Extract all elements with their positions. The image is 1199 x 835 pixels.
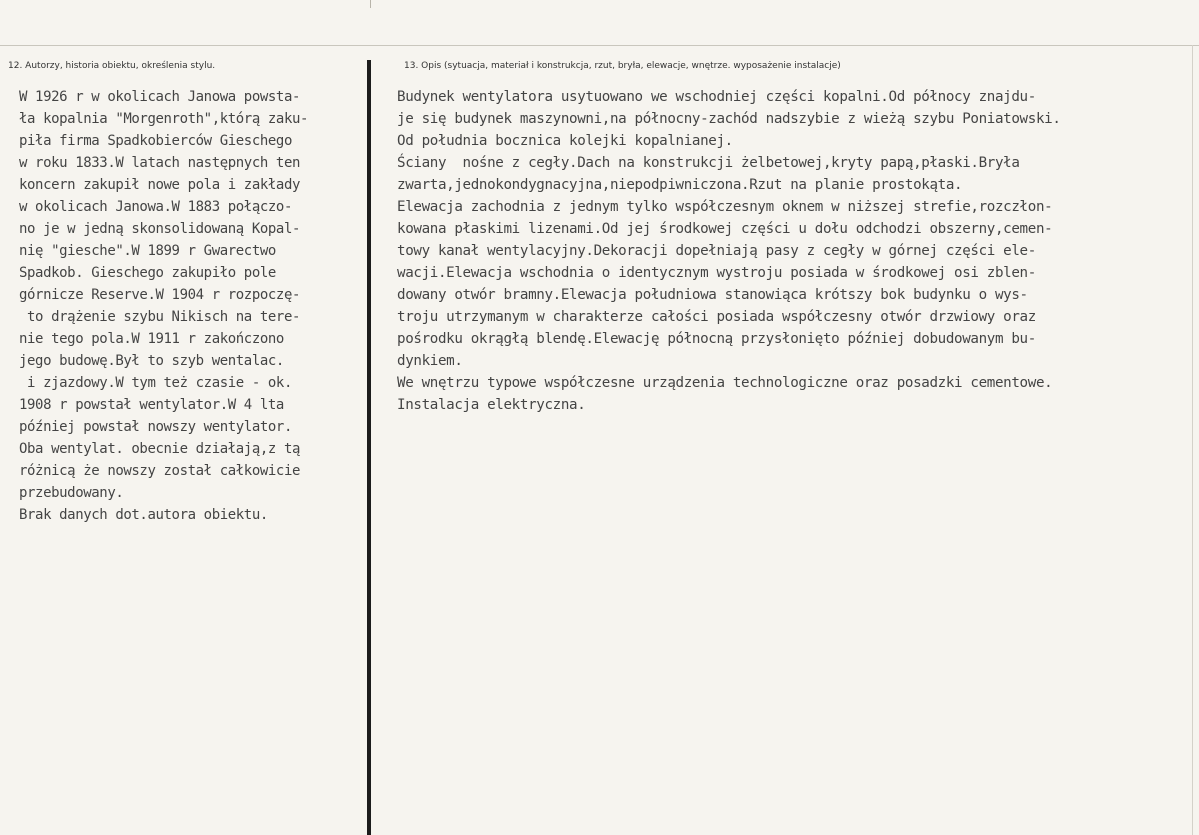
typed-line: w roku 1833.W latach następnych ten — [19, 155, 301, 171]
typed-line: piła firma Spadkobierców Gieschego — [19, 133, 292, 149]
typed-line: to drążenie szybu Nikisch na tere- — [19, 309, 301, 325]
typed-line: pośrodku okrągłą blendę.Elewację północną przysłonięto później dobudowanym bu- — [397, 331, 1036, 347]
typed-line: je się budynek maszynowni,na północny-zachód nadszybie z wieżą szybu Poniatowski. — [397, 111, 1061, 127]
typed-line: towy kanał wentylacyjny.Dekoracji dopełniają pasy z cegły w górnej części ele- — [397, 243, 1036, 259]
top-tick-mark — [370, 0, 371, 8]
top-rule — [0, 45, 1199, 46]
typed-line: Od południa bocznica kolejki kopalnianej. — [397, 133, 733, 149]
typed-line: troju utrzymanym w charakterze całości posiada współczesny otwór drzwiowy oraz — [397, 309, 1036, 325]
section-13-text — [397, 86, 1192, 416]
typed-line: jego budowę.Był to szyb wentalac. — [19, 353, 284, 369]
typed-line: 1908 r powstał wentylator.W 4 lta — [19, 397, 284, 413]
typed-line: nie tego pola.W 1911 r zakończono — [19, 331, 284, 347]
typed-line: dowany otwór bramny.Elewacja południowa stanowiąca krótszy bok budynku o wys- — [397, 287, 1028, 303]
right-rule — [1192, 45, 1193, 835]
typed-line: Budynek wentylatora usytuowano we wschodniej części kopalni.Od północy znajdu- — [397, 89, 1036, 105]
typed-line: Instalacja elektryczna. — [397, 397, 586, 413]
typed-line: We wnętrzu typowe współczesne urządzenia technologiczne oraz posadzki cementowe. — [397, 375, 1053, 391]
typed-line: później powstał nowszy wentylator. — [19, 419, 292, 435]
typed-line: Ściany nośne z cegły.Dach na konstrukcji żelbetowej,kryty papą,płaski.Bryła — [397, 155, 1020, 171]
typed-line: w okolicach Janowa.W 1883 połączo- — [19, 199, 292, 215]
typed-line: Brak danych dot.autora obiektu. — [19, 507, 268, 523]
typed-line: W 1926 r w okolicach Janowa powsta- — [19, 89, 301, 105]
typed-line: nię "giesche".W 1899 r Gwarectwo — [19, 243, 276, 259]
section-13-heading: 13. Opis (sytuacja, materiał i konstrukcja, rzut, bryła, elewacje, wnętrze. wyposażenie instalacje) — [404, 61, 841, 71]
typed-line: Oba wentylat. obecnie działają,z tą — [19, 441, 301, 457]
typed-line: zwarta,jednokondygnacyjna,niepodpiwniczona.Rzut na planie prostokąta. — [397, 177, 963, 193]
typed-line: kowana płaskimi lizenami.Od jej środkowej części u dołu odchodzi obszerny,cemen- — [397, 221, 1053, 237]
typed-line: koncern zakupił nowe pola i zakłady — [19, 177, 301, 193]
typed-line: ła kopalnia "Morgenroth",którą zaku- — [19, 111, 309, 127]
section-12-text — [19, 86, 369, 526]
typed-line: górnicze Reserve.W 1904 r rozpoczę- — [19, 287, 301, 303]
typed-line: Elewacja zachodnia z jednym tylko współczesnym oknem w niższej strefie,rozczłon- — [397, 199, 1053, 215]
typed-line: dynkiem. — [397, 353, 463, 369]
typed-line: i zjazdowy.W tym też czasie - ok. — [19, 375, 292, 391]
typed-line: przebudowany. — [19, 485, 124, 501]
typed-line: Spadkob. Gieschego zakupiło pole — [19, 265, 276, 281]
section-12-heading: 12. Autorzy, historia obiektu, określenia stylu. — [8, 61, 216, 71]
typed-line: wacji.Elewacja wschodnia o identycznym wystroju posiada w środkowej osi zblen- — [397, 265, 1036, 281]
typed-line: różnicą że nowszy został całkowicie — [19, 463, 301, 479]
typed-line: no je w jedną skonsolidowaną Kopal- — [19, 221, 301, 237]
